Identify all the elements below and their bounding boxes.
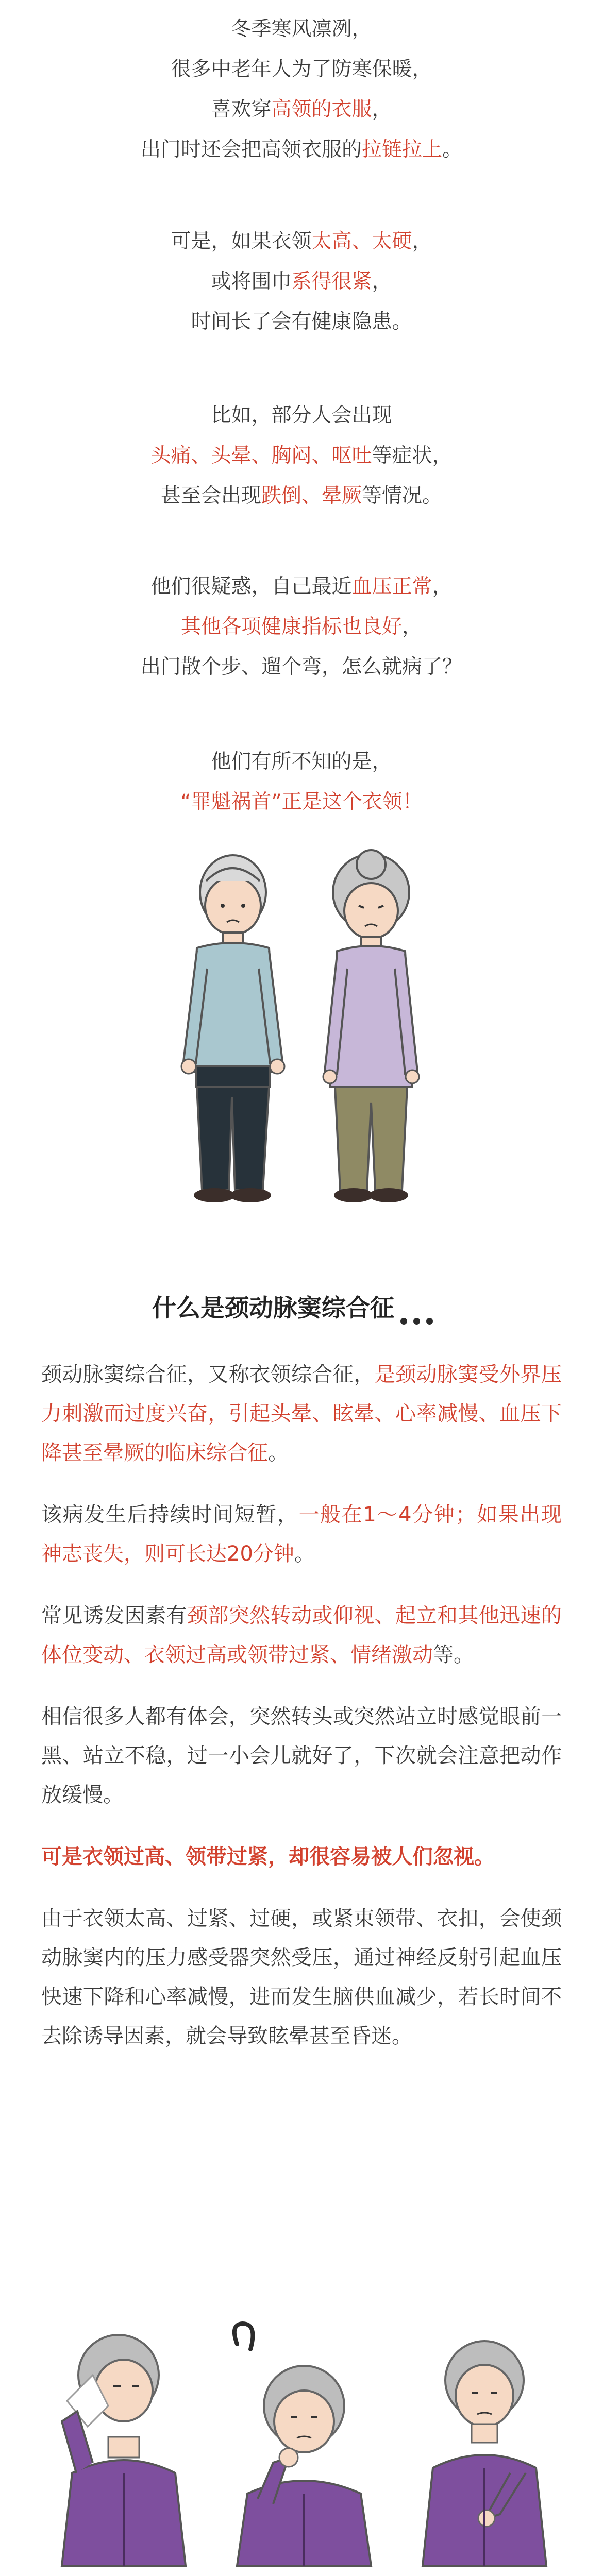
neck-discomfort-illustration (31, 2318, 572, 2576)
text-run: 常见诱发因素有 (41, 1604, 187, 1628)
elderly-woman-figure (323, 850, 419, 1202)
text-line (0, 302, 603, 342)
text-run: 。 (442, 138, 463, 161)
paragraph (0, 1355, 603, 1472)
text-line (0, 396, 603, 436)
woman-hand-on-chest-figure (423, 2341, 546, 2566)
section-title-what-is (0, 1280, 603, 1337)
intro-block-5 (0, 742, 603, 822)
text-run: ， (432, 575, 453, 598)
intro-block-3 (0, 396, 603, 516)
intro-block-2 (0, 222, 603, 342)
text-run: ， (372, 98, 392, 121)
woman-rubbing-neck-figure (234, 2324, 371, 2566)
text-line (0, 90, 603, 130)
text-line (0, 436, 603, 476)
text-line (0, 476, 603, 516)
text-run: 时间长了会有健康隐患。 (191, 310, 412, 333)
paragraph (0, 1899, 603, 2056)
text-line (0, 647, 603, 687)
text-run: 。 (294, 1542, 315, 1566)
ellipsis-icon (394, 1280, 451, 1337)
text-run: 出门时还会把高领衣服的 (140, 138, 362, 161)
text-line (0, 782, 603, 822)
text-line (0, 607, 603, 647)
highlight-text: 太高、太硬 (311, 230, 412, 253)
woman-with-tissue-figure (62, 2335, 186, 2566)
highlight-text: 颈部突然转动或仰视、起立和其他迅速的体位变动、衣领过高或领带过紧、情绪激动 (41, 1604, 562, 1667)
text-line (0, 742, 603, 782)
highlight-text: 高领的衣服 (271, 98, 372, 121)
text-run: 等情况。 (362, 484, 443, 507)
highlight-text: 系得很紧 (291, 270, 372, 293)
elderly-couple-illustration (155, 845, 448, 1216)
text-run: ， (372, 270, 392, 293)
highlight-text: “罪魁祸首”正是这个衣领！ (180, 790, 423, 814)
text-run: 由于衣领太高、过紧、过硬，或紧束领带、衣扣，会使颈动脉窦内的压力感受器突然受压，通过神经反射引起血压快速下降和心率减慢，进而发生脑供血减少，若长时间不去除诱导因素，就会导致眩晕甚至昏迷。 (41, 1907, 562, 2048)
paragraph (0, 1495, 603, 1573)
text-run: 出门散个步、遛个弯，怎么就病了？ (140, 655, 462, 679)
intro-block-4 (0, 567, 603, 687)
text-run: 可是衣领过高、领带过紧，却很容易被人们忽视。 (41, 1845, 495, 1869)
text-line (0, 130, 603, 170)
paragraph (0, 1697, 603, 1815)
text-run: 可是，如果衣领 (171, 230, 312, 253)
text-run: 该病发生后持续时间短暂， (41, 1503, 299, 1527)
text-run: 等症状， (372, 444, 453, 467)
text-run: 喜欢穿 (211, 98, 272, 121)
text-run: 他们很疑惑，自己最近 (150, 575, 352, 598)
text-line (0, 49, 603, 90)
text-line (0, 9, 603, 49)
text-run: 比如，部分人会出现 (211, 404, 392, 427)
text-line (0, 262, 603, 302)
paragraph (0, 1596, 603, 1674)
text-run: 颈动脉窦综合征，又称衣领综合征， (41, 1363, 375, 1386)
elderly-man-figure (181, 855, 284, 1202)
highlight-text: 头痛、头晕、胸闷、呕吐 (150, 444, 372, 467)
text-run: 很多中老年人为了防寒保暖， (171, 58, 432, 81)
text-line (0, 222, 603, 262)
text-run: 冬季寒风凛冽， (231, 18, 372, 41)
text-run: ， (412, 230, 432, 253)
section1-body (0, 1355, 603, 2056)
highlight-text: 拉链拉上 (361, 138, 442, 161)
highlight-text: 血压正常 (351, 575, 432, 598)
text-line (0, 567, 603, 607)
text-run: 或将围巾 (211, 270, 292, 293)
highlight-text: 一般在1～4分钟；如果出现神志丧失，则可长达20分钟 (41, 1503, 562, 1566)
text-run: 。 (268, 1441, 289, 1465)
text-run: 甚至会出现 (160, 484, 261, 507)
intro-block-1 (0, 9, 603, 170)
text-run: 他们有所不知的是， (211, 750, 392, 773)
text-run: 等。 (433, 1643, 474, 1667)
text-run: ， (402, 615, 423, 638)
text-run: 相信很多人都有体会，突然转头或突然站立时感觉眼前一黑、站立不稳，过一小会儿就好了，下次就会注意把动作放缓慢。 (41, 1705, 562, 1807)
highlight-text: 其他各项健康指标也良好 (180, 615, 402, 638)
highlight-text: 跌倒、晕厥 (261, 484, 362, 507)
section-title-text: 什么是颈动脉窦综合征 (152, 1294, 394, 1323)
emphasis-paragraph (0, 1837, 603, 1876)
highlight-text: 是颈动脉窦受外界压力刺激而过度兴奋，引起头晕、眩晕、心率减慢、血压下降甚至晕厥的临床综合征 (41, 1363, 562, 1465)
